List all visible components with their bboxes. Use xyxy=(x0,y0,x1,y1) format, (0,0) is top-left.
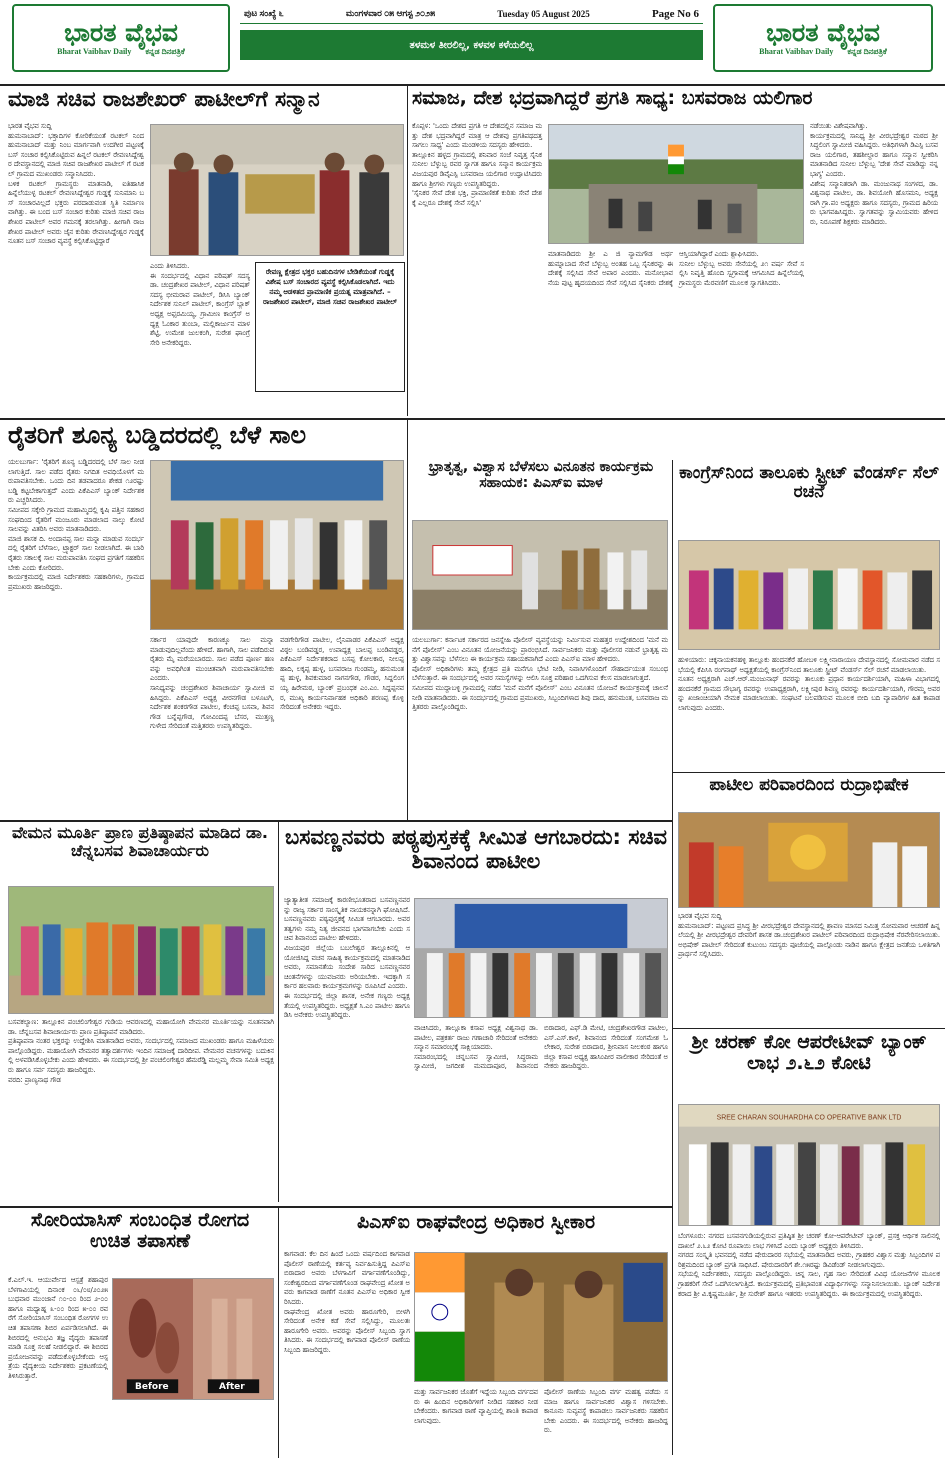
masthead-title: ಭಾರತ ವೈಭವ xyxy=(766,18,880,47)
article-a1-quote: ರೇವಣ್ಣ ಕ್ಷೇತ್ರದ ಭಕ್ತರ ಬಹುದಿನಗಳ ಬೇಡಿಕೆಯಂತೆ ಗುಡ್ಡಕ್ಕೆ ವಿಶೇಷ ಬಸ್ ಸಂಚಾರದ ವ್ಯವಸ್ಥೆ ಕಲ್ಪಿಸಿಕೊಡಲಾಗಿದೆ. ಇದು ನಮ್ಮ ಆಡಳಿತದ ಪ್ರಾಮಾಣಿಕ ಪ್ರಯತ್ನ ಮಾತ್ರವಾಗಿದೆ. – ರಾಜಶೇಖರ ಪಾಟೀಲ್, ಮಾಜಿ ಸಚಿವ ರಾಜಶೇಖರ ಪಾಟೀಲ್ xyxy=(255,262,405,392)
photo-a3-loan-distribution xyxy=(150,460,404,630)
article-a2-body-c3: ನಡೆಯಿತು ವಿಶೇಷವಾಗಿತ್ತು. ಕಾರ್ಯಕ್ರಮದಲ್ಲಿ ಸಾನಿಧ್ಯ ಶ್ರೀ ವೀರಭದ್ರೇಶ್ವರ ಮಠದ ಶ್ರೀ ಸಿದ್ಧಲಿಂಗ ಸ್ವಾಮೀಜಿ ವಹಿಸಿದ್ದರು. ಅತಿಥಿಗಳಾಗಿ ಡಿಎಸ್ಪಿ ಬಸವರಾಜ ಯಲಿಗಾರ, ತಹಶೀಲ್ದಾರ ಹಾಗೂ ಸನ್ಮಾನ ಸ್ವೀಕರಿಸಿ ಮಾತನಾಡಿದ ಸುನೀಲ ಬೆಳ್ಳುಬ್ಬ 'ದೇಶ ಸೇವೆ ಮಾಡಿದ್ದು ನನ್ನ ಭಾಗ್ಯ' ಎಂದರು. ವಿಶೇಷ ಸನ್ಮಾನಿತರಾಗಿ ಡಾ. ಮಂಜುನಾಥ ಸಂಗಳದ, ಡಾ. ವಿಶ್ವನಾಥ ಪಾಟೀಲ, ಡಾ. ಶಿವಯೋಗಿ ಹೊಸಮನಿ, ಅಧ್ಯಕ್ಷರಾಗಿ ಗ್ರಾ.ಪಂ ಅಧ್ಯಕ್ಷರು ಹಾಗೂ ಸದಸ್ಯರು, ಗ್ರಾಮದ ಹಿರಿಯರು ಭಾಗವಹಿಸಿದ್ದರು. ಸ್ವಾಗತವನ್ನು ಸ್ವಾಮಿಯವರು ಹೇಳಿದರು, ನಿರೂಪಣೆ ಶಿಕ್ಷಕರು ಮಾಡಿದರು. xyxy=(810,122,938,226)
bank-banner-text: SREE CHARAN SOUHARDHA CO OPERATIVE BANK LTD xyxy=(716,1114,902,1122)
headline-a7: ವೇಮನ ಮೂರ್ತಿ ಪ್ರಾಣ ಪ್ರತಿಷ್ಠಾಪನ ಮಾಡಿದ ಡಾ. ಚೆನ್ನಬಸವ ಶಿವಾಚಾರ್ಯರು xyxy=(12,823,268,860)
photo-a4-police-rally xyxy=(412,520,668,630)
article-a4-body: ಯಲಬುರ್ಗಾ: ಕರ್ನಾಟಕ ಸರ್ಕಾರದ ಜನಸ್ನೇಹಿ ಪೊಲೀಸ್ ವ್ಯವಸ್ಥೆಯನ್ನು ನಿರ್ಮಿಸುವ ಮಹತ್ತರ ಉದ್ದೇಶದಿಂದ 'ಮನೆ ಮನೆಗೆ ಪೊಲೀಸ್' ಎಂಬ ವಿನೂತನ ಯೋಜನೆಯನ್ನು ಪ್ರಾರಂಭಿಸಿದೆ. ಸಾರ್ವಜನಿಕರು ಮತ್ತು ಪೊಲೀಸರ ನಡುವೆ ಭ್ರಾತೃತ್ವ ಮತ್ತು ವಿಶ್ವಾಸವನ್ನು ಬೆಳೆಸಲು ಈ ಕಾರ್ಯಕ್ರಮ ಸಹಾಯಕವಾಗಿದೆ ಎಂದು ಪಿಎಸ್ಐ ಮಾಳ ಹೇಳಿದರು. ಪೊಲೀಸ್ ಅಧಿಕಾರಿಗಳು ತಮ್ಮ ಕ್ಷೇತ್ರದ ಪ್ರತಿ ಮನೆಗೂ ಭೇಟಿ ನೀಡಿ, ನಿವಾಸಿಗಳೊಂದಿಗೆ ಸೌಹಾರ್ದಯುತ ಸಂಬಂಧ ಬೆಳೆಸುತ್ತಾರೆ. ಈ ಸಂದರ್ಭದಲ್ಲಿ ಅವರ ಸಮಸ್ಯೆಗಳನ್ನು ಆಲಿಸಿ ಸೂಕ್ತ ಪರಿಹಾರ ಒದಗಿಸುವ ಕೆಲಸ ಮಾಡಲಾಗುತ್ತದೆ. ಸಮೀಪದ ಮುದ್ದಾಬಳ್ಳಿ ಗ್ರಾಮದಲ್ಲಿ ನಡೆದ 'ಮನೆ ಮನೆಗೆ ಪೊಲೀಸ್' ಎಂಬ ವಿನೂತನ ಯೋಜನೆ ಕಾರ್ಯಕ್ರಮಕ್ಕೆ ಚಾಲನೆ ನೀಡಿ ಮಾತನಾಡಿದರು. ಈ ಸಂದರ್ಭದಲ್ಲಿ ಗ್ರಾಮದ ಪ್ರಮುಖರು, ಸಿಬ್ಬಂದಿಗಳಾದ ಶಿವು ದಾದ, ಹನುಮಂತ, ಬಸವರಾಜ ಮತ್ತಿತರರು ಪಾಲ್ಗೊಂಡಿದ್ದರು. xyxy=(412,636,668,712)
photo-a1-felicitation xyxy=(150,124,404,256)
masthead-subtitle: Bharat Vaibhav Daily xyxy=(57,47,132,56)
headline-a5: ಕಾಂಗ್ರೆಸ್‌ನಿಂದ ತಾಲೂಕು ಸ್ಟ್ರೀಟ್ ವೆಂಡರ್ಸ್ ಸೆಲ್ ರಚನೆ xyxy=(679,463,939,503)
photo-a11-psi-charge xyxy=(414,1252,668,1382)
date-en: Tuesday 05 August 2025 xyxy=(497,8,590,19)
article-a3-body-left: ಯಲಬುರ್ಗಾ: 'ರೈತರಿಗೆ ಶೂನ್ಯ ಬಡ್ಡಿದರದಲ್ಲಿ ಬೆಳೆ ಸಾಲ ನೀಡಲಾಗುತ್ತಿದೆ. ಸಾಲ ಪಡೆದ ರೈತರು ನಿಗದಿತ ಅವಧಿಯೊಳಗೆ ಮರುಪಾವತಿಸಬೇಕು. ಒಂದು ದಿನ ತಡವಾದರೂ ಶೇಕಡ ೧೨ರಷ್ಟು ಬಡ್ಡಿ ಕಟ್ಟಬೇಕಾಗುತ್ತದೆ' ಎಂದು ಪಿಕೆಪಿಎಸ್ ಬ್ಯಾಂಕ್ ನಿರ್ದೇಶಕರು ಎಚ್ಚರಿಸಿದರು. ಸಮೀಪದ ಸಕ್ಕೇರಿ ಗ್ರಾಮದ ಮಹಾಮ್ಮಿದಲ್ಲಿ ಕೃಷಿ ಪತ್ತಿನ ಸಹಕಾರ ಸಂಘದಿಂದ ರೈತರಿಗೆ ಮಂಜೂರು ಮಾಡಲಾದ ನಾಲ್ಕು ಕೋಟಿ ಸಾಲವನ್ನು ವಿತರಿಸಿ ಅವರು ಮಾತನಾಡಿದರು. ಮಾಜಿ ಶಾಸಕ ದಿ. ಅಂದಾನಪ್ಪ ಸಾಲ ಮನ್ನಾ ಮಾಡುವ ಸಂದರ್ಭದಲ್ಲಿ ರೈತರಿಗೆ ಬೆಳೆಸಾಲ, ಟ್ರ್ಯಾಕ್ಟರ್ ಸಾಲ ನೀಡಲಾಗಿದೆ. ಈ ಬಾರಿ ರೈತರು ಸಕಾಲಕ್ಕೆ ಸಾಲ ಮರುಪಾವತಿಸಿ ಸಂಘದ ಪ್ರಗತಿಗೆ ಸಹಕರಿಸಬೇಕು ಎಂದು ಕೋರಿದರು. ಕಾರ್ಯಕ್ರಮದಲ್ಲಿ ಮಾಜಿ ನಿರ್ದೇಶಕರು ಸಹಕಾರಿಗಳು, ಗ್ರಾಮದ ಪ್ರಮುಖರು ಹಾಜರಿದ್ದರು. xyxy=(8,458,144,591)
headline-a9: ಶ್ರೀ ಚರಣ್ ಕೋ ಆಪರೇಟೀವ್ ಬ್ಯಾಂಕ್ ಲಾಭ ೨.೬೨ ಕೋಟಿ xyxy=(691,1031,927,1075)
column-rule xyxy=(278,1208,279,1458)
photo-a9-bank-meeting xyxy=(678,1104,940,1226)
photo-a10-before-after xyxy=(112,1278,274,1400)
masthead-title: ಭಾರತ ವೈಭವ xyxy=(64,18,178,47)
page-label-kn: ಪುಟ ಸಂಖ್ಯೆ ೬ xyxy=(244,8,284,18)
article-a3-body-mid: ಸರ್ಕಾರ ಯಾವುದೇ ಕಾರಣಕ್ಕೂ ಸಾಲ ಮನ್ನಾ ಮಾಡುವುದಿಲ್ಲವೆಂದು ಹೇಳಿದೆ. ಹಾಗಾಗಿ, ಸಾಲ ಪಡೆದಿರುವ ರೈತರು ಮೈ ಮರೆಯಬಾರದು. ಸಾಲ ಪಡೆದ ಪೂರ್ಣ ಹಣವನ್ನು ಅವಧಿಗಿಂತ ಮುಂಚಿತವಾಗಿ ಮರುಪಾವತಿಸಬೇಕು ಎಂದರು. ಸಾನಿಧ್ಯವನ್ನು ಚಂದ್ರಶೇಖರ ಶಿವಾಚಾರ್ಯ ಸ್ವಾಮೀಜಿ ವಹಿಸಿದ್ದರು. ಪಿಕೆಪಿಎಸ್ ಅಧ್ಯಕ್ಷ ವೀರನಗೌಡ ಬಳೂಟಗಿ, ನಿರ್ದೇಶಕ ಶಂಕರಗೌಡ ಪಾಟೀಲ, ಕೆಂಚಪ್ಪ ಬಸವಾ, ಶಿವನಗೌಡ ಬನ್ನೆಪ್ಪಗೌಡ, ಗೋವಿಂದಪ್ಪ ಬೆಸರ, ಮುತ್ತಣ್ಣ ಗುಳೇದ ಸೇರಿದಂತೆ ಮತ್ತಿತರರು ಉಪಸ್ಥಿತರಿದ್ದರು. xyxy=(150,636,274,731)
article-a1-body-right: ಎಂದು ತಿಳಿಸಿದರು. ಈ ಸಂದರ್ಭದಲ್ಲಿ ವಿಧಾನ ಪರಿಷತ್ ಸದಸ್ಯ ಡಾ. ಚಂದ್ರಶೇಖರ ಪಾಟೀಲ್, ವಿಧಾನ ಪರಿಷತ್ ಸದಸ್ಯ ಭೀಮರಾವ ಪಾಟೀಲ್, ಡಿಸಿಸಿ ಬ್ಯಾಂಕ್ ನಿರ್ದೇಶಕ ಸುನಿಲ್ ಪಾಟೀಲ್, ಕಾಂಗ್ರೆಸ್ ಬ್ಲಾಕ್ ಅಧ್ಯಕ್ಷ ಅಫ್ಸರಮಿಯ್ಯ, ಗ್ರಾಮೀಣ ಕಾಂಗ್ರೆಸ್ ಅಧ್ಯಕ್ಷ ಓಂಕಾರ ತುಂಬಾ, ಮಲ್ಲಿಕಾರ್ಜುನ ಮಾಳಶೆಟ್ಟಿ, ಉಮೇಶ ಜುಲಕಂಗಿ, ಸುರೇಶ ಘಾಂಗ್ರೆ ಸೇರಿ ಅನೇಕರಿದ್ದರು. xyxy=(150,262,250,347)
article-a5-body: ಹುಳಿಯಾರು: ಚಿಕ್ಕನಾಯಕನಹಳ್ಳಿ ತಾಲ್ಲೂಕು ಹಂದನಕೆರೆ ಹೋಬಳಿ ಲಕ್ಷ್ಮೀನಾರಾಯಣ ದೇವಸ್ಥಾನದಲ್ಲಿ ಸೋಮವಾರ ನಡೆದ ಸಭೆಯಲ್ಲಿ ಕೆಪಿಸಿಸಿ ರಂಗನಾಥ್ ಅಧ್ಯಕ್ಷತೆಯಲ್ಲಿ ಕಾಂಗ್ರೆಸ್‌ನಿಂದ ತಾಲೂಕು ಸ್ಟ್ರೀಟ್ ವೆಂಡರ್ಸ್ ಸೆಲ್ ರಚನೆ ಮಾಡಲಾಯಿತು. ನೂತನ ಅಧ್ಯಕ್ಷರಾಗಿ ಎಚ್.ಆರ್.ಮಂಜುನಾಥ್ ರವರನ್ನು ತಾಲೂಕು ಪ್ರಧಾನ ಕಾರ್ಯದರ್ಶಿಯಾಗಿ, ಮಹಿಳಾ ವಿಭಾಗದಲ್ಲಿ ಹಂದನಕೆರೆ ಗ್ರಾಮದ ಸೌಭಾಗ್ಯ ರವರನ್ನು ಉಪಾಧ್ಯಕ್ಷರಾಗಿ, ಲಕ್ಷ್ಮೀಪುರ ಶಿವಣ್ಣ ರವರನ್ನು ಕಾರ್ಯದರ್ಶಿಯಾಗಿ, ಗೌರಮ್ಮ ಅವರನ್ನು ಖಜಾಂಚಿಯಾಗಿ ನೇಮಕ ಮಾಡಲಾಯಿತು. ಸಂಘಟನೆ ಬಲಪಡಿಸುವ ಮೂಲಕ ಬೀದಿ ಬದಿ ವ್ಯಾಪಾರಿಗಳ ಹಿತ ಕಾಪಾಡಲಾಗುವುದು ಎಂದರು. xyxy=(678,656,940,712)
article-a8-body-right: ವಾಚಿಸಿದರು, ತಾಲ್ಲೂಕಾ ಕಸಾಪ ಅಧ್ಯಕ್ಷ ವಿಶ್ವನಾಥ ಡಾ. ಪಾಟೀಲ, ಪತ್ರಕರ್ತ ರಾಜು ಗಣಾಚಾರಿ ಸೇರಿದಂತೆ ಅನೇಕರು ಸನ್ಮಾನ ಸಮಾರಂಭಕ್ಕೆ ಸಾಕ್ಷಿಯಾದರು. ಸಮಾರಂಭದಲ್ಲಿ ಚನ್ನಬಸವ ಸ್ವಾಮೀಜಿ, ಸಿದ್ಧರಾಮ ಸ್ವಾಮೀಜಿ, ಜಗದೀಶ ಮಮದಾಪೂರ, ಶಿವಾನಂದ ಬಿರಾದಾರ, ಎಫ್.ಡಿ ಮೇಟಿ, ಚಂದ್ರಶೇಖರಗೌಡ ಪಾಟೀಲ, ಎಸ್.ಎಸ್.ಕಾಳೆ, ಶಿವಾನಂದ ಸೇರಿದಂತೆ ಸಂಗಮೇಶ ಓಲೇಕಾರ, ಸುರೇಶ ಬಿರಾದಾರ, ಶ್ರೀನಿವಾಸ ನೀಲಕಂಠ ಹಾಗೂ ಜಿಲ್ಲಾ ಕಸಾಪ ಅಧ್ಯಕ್ಷ ಹಾಸಿಂಪೀರ ವಾಲೀಕಾರ ಸೇರಿದಂತೆ ಅನೇಕರು ಹಾಜರಿದ್ದರು. xyxy=(414,1024,668,1071)
masthead-kannada-sub: ಕನ್ನಡ ದಿನಪತ್ರಿಕೆ xyxy=(145,47,185,56)
column-rule xyxy=(407,420,408,820)
article-a7-body: ಬಸವಕಲ್ಯಾಣ: ತಾಲ್ಲೂಕಿನ ಪಂಚಲಿಂಗೇಶ್ವರ ಗುಡಿಯ ಆವರಣದಲ್ಲಿ ಮಹಾಯೋಗಿ ವೇಮನರ ಮೂರ್ತಿಯನ್ನು ನೂತನವಾಗಿ ಡಾ. ಚೆನ್ನಬಸವ ಶಿವಾಚಾರ್ಯರು ಪ್ರಾಣ ಪ್ರತಿಷ್ಠಾಪನೆ ಮಾಡಿದರು. ಪ್ರತಿಷ್ಠಾಪನಾ ನಂತರ ಭಕ್ತರನ್ನು ಉದ್ದೇಶಿಸಿ ಮಾತನಾಡಿದ ಅವರು, ಸಂದರ್ಭದಲ್ಲಿ ಸಮಾಜದ ಮುಖಂಡರು ಹಾಗೂ ಮಹಿಳೆಯರು ಪಾಲ್ಗೊಂಡಿದ್ದರು. ಮಹಾಯೋಗಿ ವೇಮನರ ತತ್ವಾದರ್ಶಗಳು ಇಂದಿನ ಸಮಾಜಕ್ಕೆ ದಾರಿದೀಪ. ವೇಮನರ ವಚನಗಳನ್ನು ಬದುಕಿನಲ್ಲಿ ಅಳವಡಿಸಿಕೊಳ್ಳಬೇಕು ಎಂದು ಹೇಳಿದರು. ಈ ಸಂದರ್ಭದಲ್ಲಿ ಶ್ರೀ ಪಂಚಲಿಂಗೇಶ್ವರ ಹೆಮರೆಡ್ಡಿ ಮಲ್ಲಮ್ಮ ಸೇವಾ ಸಮಿತಿ ಅಧ್ಯಕ್ಷರು ಹಾಗೂ ಸರ್ವ ಸದಸ್ಯರು ಹಾಜರಿದ್ದರು. ವರದಿ: ಪ್ರಾಣ್ಯನಾಥ ಗೌಡ xyxy=(8,1018,274,1084)
article-a1-body-left: ಭಾರತ ವೈಭವ ಸುದ್ದಿ ಹುಮನಾಬಾದ್: ಭಕ್ತಾದಿಗಳ ಕೋರಿಕೆಯಂತೆ ರಟಕಲ್ ನಿಂದ ಹುಮನಾಬಾದ್ ಮತ್ತು ನಿಂಬ ಮಾರ್ಗವಾಗಿ ಉದಗೀರ ಪಟ್ಟಣಕ್ಕೆ ಬಸ್ ಸಂಚಾರ ಕಲ್ಪಿಸಿಕೊಟ್ಟಿರುವ ಹಿನ್ನಲೆ ರಟಕಲ್ ರೇವಣಸಿದ್ದೇಶ್ವರ ದೇವಸ್ಥಾನದಲ್ಲಿ ಮಾಜಿ ಸಚಿವ ರಾಜಶೇಖರ ಪಾಟೀಲ್ ಗೆ ರಟಕಲ್ ಗ್ರಾಮದ ಮುಖಂಡರು ಸನ್ಮಾನಿಸಿದರು. ಬಳಿಕ ರಟಕಲ್ ಗ್ರಾಮಸ್ಥರು ಮಾತನಾಡಿ, ಐತಿಹಾಸಿಕ ಹಿನ್ನೆಲೆಯುಳ್ಳ ರಟಕಲ್ ರೇವಣಸಿದ್ದೇಶ್ವರ ಗುಡ್ಡಕ್ಕೆ ಸುನಿಮಾನಿ ಬಸ್ ಸಂಚಾರವಿಲ್ಲದೆ ಭಕ್ತರು ಪರದಾಡುವಂತ ಸ್ಥಿತಿ ನಿರ್ಮಾಣವಾಗಿತ್ತು. ಈ ಬಂದ ಬಸ್ ಸಂಚಾರ ಕುರಿತು ಮಾಜಿ ಸಚಿವ ರಾಜಶೇಖರ ಪಾಟೀಲ್ ಅವರ ಗಮನಕ್ಕೆ ತರಲಾಗಿತ್ತು. ಹೀಗಾಗಿ ರಾಜಶೇಖರ ಪಾಟೀಲ್ ಅವರು ಜೈನ ಕುರಿತು ರೇವಣಸಿದ್ದೇಶ್ವರ ಗುಡ್ಡಕ್ಕೆ ನೂತನ ಬಸ್ ಸಂಚಾರ ವ್ಯವಸ್ಥೆ ಕಲ್ಪಿಸಿಕೊಟ್ಟಿದ್ದಾರೆ xyxy=(8,122,144,246)
article-a11-body-left: ಕಾಗವಾಡ: ಕೆಲ ದಿನ ಹಿಂದೆ ಒಂದು ವರ್ಷದಿಂದ ಕಾಗವಾಡ ಪೊಲೀಸ್ ಠಾಣೆಯಲ್ಲಿ ಕರ್ತವ್ಯ ನಿರ್ವಹಿಸುತ್ತಿದ್ದ ಪಿಎಸ್ಐ ಬಿರಾದಾರ ಅವರು ಬೆಳಗಾವಿಗೆ ವರ್ಗಾವಣೆಗೊಂಡಿದ್ದು, ಸಂಕೇಶ್ವರದಿಂದ ವರ್ಗಾವಣೆಗೊಂಡ ರಾಘವೇಂದ್ರ ಖೋತ ಅವರು ಕಾಗವಾಡ ಠಾಣೆಗೆ ನೂತನ ಪಿಎಸ್ಐ ಅಧಿಕಾರ ಸ್ವೀಕರಿಸಿದರು. ರಾಘವೇಂದ್ರ ಖೋತ ಅವರು ಹಾರೂಗೇರಿ, ಬೀಳಗಿ ಸೇರಿದಂತೆ ಅನೇಕ ಕಡೆ ಸೇವೆ ಸಲ್ಲಿಸಿದ್ದು, ಮೂಲತಃ ಹಾರೂಗೇರಿ ಅವರು. ಅವರನ್ನು ಪೊಲೀಸ್ ಸಿಬ್ಬಂದಿ ಸ್ವಾಗತಿಸಿದರು. ಈ ಸಂದರ್ಭದಲ್ಲಿ ಕಾಗವಾಡ ಪೊಲೀಸ್ ಠಾಣೆಯ ಸಿಬ್ಬಂದಿ ಹಾಜರಿದ್ದರು. xyxy=(284,1250,410,1354)
headline-a11: ಪಿಎಸ್ಐ ರಾಘವೇಂದ್ರ ಅಧಿಕಾರ ಸ್ವೀಕಾರ xyxy=(356,1211,596,1233)
masthead-right xyxy=(713,4,933,72)
right-column-rule xyxy=(672,460,673,1455)
article-a11-body-mid: ಮತ್ತು ಸಾರ್ವಜನಿಕರ ಜೊತೆಗೆ ಇದ್ದೆಯ ಸಿಬ್ಬಂದಿ ವರ್ಗದವರು ಈ ಹಿಂದಿನ ಅಧಿಕಾರಿಗಳಿಗೆ ನೀಡಿದ ಸಹಕಾರ ನೀಡಬೇಕೆಂದರು. ಕಾಗವಾಡ ಠಾಣೆ ವ್ಯಾಪ್ತಿಯಲ್ಲಿ ಶಾಂತಿ ಕಾಪಾಡಲಾಗುವುದು. xyxy=(414,1388,538,1425)
date-kn: ಮಂಗಳವಾರ ೦೫ ಆಗಸ್ಟ ೨೦೨೫ xyxy=(345,8,436,18)
headline-a2: ಸಮಾಜ, ದೇಶ ಭದ್ರವಾಗಿದ್ದರೆ ಪ್ರಗತಿ ಸಾಧ್ಯ: ಬಸವರಾಜ ಯಲಿಗಾರ xyxy=(412,87,813,109)
article-a11-body-right: ಪೊಲೀಸ್ ಠಾಣೆಯ ಸಿಬ್ಬಂದಿ ವರ್ಗ ಮಹತ್ವ ಪಡೆದು ಸಮಾಜ ಹಾಗೂ ಸಾರ್ವಜನಿಕರ ವಿಶ್ವಾಸ ಗಳಿಸಬೇಕು. ಕಾನೂನು ಸುವ್ಯವಸ್ಥೆ ಕಾಪಾಡಲು ಸಾರ್ವಜನಿಕರು ಸಹಕರಿಸಬೇಕು ಎಂದರು. ಈ ಸಂದರ್ಭದಲ್ಲಿ ಅನೇಕರು ಹಾಜರಿದ್ದರು. xyxy=(544,1388,671,1435)
headline-a6: ಪಾಟೀಲ ಪರಿವಾರದಿಂದ ರುದ್ರಾಭಿಷೇಕ xyxy=(709,775,909,795)
photo-a5-vendors-meeting xyxy=(678,540,940,650)
row3-rule xyxy=(0,820,672,822)
masthead-kannada-sub: ಕನ್ನಡ ದಿನಪತ್ರಿಕೆ xyxy=(847,47,887,56)
photo-a8-book-release xyxy=(414,898,668,1018)
article-a8-body-left: ಜ್ಯಾತ್ಯಾತೀತ ಸಮಾಜಕ್ಕೆ ಕಾರಣೀಭೂತರಾದ ಬಸವಣ್ಣನವರನ್ನು ರಾಜ್ಯ ಸರ್ಕಾರ ಸಾಂಸ್ಕೃತಿಕ ನಾಯಕನನ್ನಾಗಿ ಘೋಷಿಸಿದೆ. ಬಸವಣ್ಣನವರು ಪಠ್ಯಪುಸ್ತಕಕ್ಕೆ ಸೀಮಿತ ಆಗಬಾರದು. ಅವರ ತತ್ವಗಳು ನಮ್ಮ ನಿತ್ಯ ಜೀವನದ ಭಾಗವಾಗಬೇಕು ಎಂದು ಸಚಿವ ಶಿವಾನಂದ ಪಾಟೀಲ ಹೇಳಿದರು. ವಿಜಯಪುರ ಜಿಲ್ಲೆಯ ಬಬಲೇಶ್ವರ ತಾಲ್ಲೂಕಿನಲ್ಲಿ ಆಯೋಜಿಸಿದ್ದ ವಚನ ಸಾಹಿತ್ಯ ಕಾರ್ಯಕ್ರಮದಲ್ಲಿ ಮಾತನಾಡಿದ ಅವರು, ಸಮಾನತೆಯ ಸಂದೇಶ ಸಾರಿದ ಬಸವಣ್ಣನವರ ಚಿಂತನೆಗಳನ್ನು ಯುವಜನರು ಅರಿಯಬೇಕು. ಇದಕ್ಕಾಗಿ ಸರ್ಕಾರ ಹಲವಾರು ಕಾರ್ಯಕ್ರಮಗಳನ್ನು ರೂಪಿಸಿದೆ ಎಂದರು. ಈ ಸಂದರ್ಭದಲ್ಲಿ ಜಿಲ್ಲಾ ಶಾಸಕ, ಅನೇಕ ಗಣ್ಯರು ಅಧ್ಯಕ್ಷತೆಯಲ್ಲಿ ಉಪಸ್ಥಿತರಿದ್ದರು. ಅಧ್ಯಕ್ಷತೆ ಸಿ.ಎಂ ಪಾಟೀಲ ಹಾಗೂ ಡಿಸಿ ಅನೇಕರು ಉಪಸ್ಥಿತರಿದ್ದರು. xyxy=(284,896,410,1020)
headline-a3: ರೈತರಿಗೆ ಶೂನ್ಯ ಬಡ್ಡಿದರದಲ್ಲಿ ಬೆಳೆ ಸಾಲ xyxy=(8,421,307,449)
after-label: After xyxy=(219,1382,245,1392)
article-a2-body-c1: ಕೊಪ್ಪಳ: 'ಒಂದು ದೇಶದ ಪ್ರಗತಿ ಆ ದೇಶದಲ್ಲಿನ ಸಮಾಜ ಮತ್ತು ದೇಶ ಭದ್ರವಾಗಿದ್ದರೆ ಮಾತ್ರ ಆ ದೇಶವು ಪ್ರಗತಿಪಥದತ್ತ ಸಾಗಲು ಸಾಧ್ಯ' ಎಂದು ಮಂಡಳಿಯ ಸದಸ್ಯರು ಹೇಳಿದರು. ತಾಲ್ಲೂಕಿನ ಹಳ್ಳದ ಗ್ರಾಮದಲ್ಲಿ ಶನಿವಾರ ಸಂಜೆ ನಿವೃತ್ತ ಸೈನಿಕ ಸುನೀಲ ಬೆಳ್ಳುಬ್ಬ ರವರ ಸ್ವಾಗತ ಹಾಗೂ ಸನ್ಮಾನ ಕಾರ್ಯಕ್ರಮ ವಿಜಯಪುರ ಡಿವೈಎಸ್ಪಿ ಬಸವರಾಜ ಯಲಿಗಾರ ಉದ್ಘಾಟಿಸಿದರು ಹಾಗೂ ಶ್ರೀಗಳು ಗಣ್ಯರು ಉಪಸ್ಥಿತರಿದ್ದರು. 'ಸೈನಿಕರ ಸೇವೆ ದೇಶ ಭಕ್ತಿ, ಪ್ರಾಮಾಣಿಕತೆ ಕುರಿತು ಸೇವೆ ದೇಶಕ್ಕೆ ಎಲ್ಲರೂ ದೇಶಕ್ಕೆ ಸೇವೆ ಸಲ್ಲಿಸಿ' xyxy=(412,122,542,207)
page-number: Page No 6 xyxy=(651,7,699,20)
before-label: Before xyxy=(135,1382,169,1392)
headline-a8: ಬಸವಣ್ಣನವರು ಪಠ್ಯಪುಸ್ತಕಕ್ಕೆ ಸೀಮಿತ ಆಗಬಾರದು: ಸಚಿವ ಶಿವಾನಂದ ಪಾಟೀಲ xyxy=(285,825,667,873)
article-a2-body-c2: ಮಾತನಾಡಿದರು ಶ್ರೀ ಎ ಜಿ ನ್ಯಾಮಗೌಡ ಅರ್ಥ ಹುಮ್ನಾಬಾದ ಸೇವೆ ಬೆಳ್ಳುಬ್ಬ ಅಂತಹ ಒಬ್ಬ ಸೈನಿಕರನ್ನು ಈ ದೇಶಕ್ಕೆ ಸಲ್ಲಿಸಿದ ಸೇವೆ ಅಪಾರ ಎಂದರು. ಮನೋಭಾವನೆಯ ಪುಟ್ಟ ಹೃದಯದಿಂದ ಸೇವೆ ಸಲ್ಲಿಸಿದ ಸೈನಿಕರು ದೇಶಕ್ಕೆ ಆಸ್ತಿಯಾಗಿದ್ದಾರೆ ಎಂದು ಶ್ಲಾಘಿಸಿದರು. ಸುನೀಲ ಬೆಳ್ಳುಬ್ಬ ಅವರು ಸೇನೆಯಲ್ಲಿ ೨೧ ವರ್ಷ ಸೇವೆ ಸಲ್ಲಿಸಿ ನಿವೃತ್ತಿ ಹೊಂದಿ ಸ್ವಗ್ರಾಮಕ್ಕೆ ಆಗಮಿಸಿದ ಹಿನ್ನೆಲೆಯಲ್ಲಿ ಗ್ರಾಮಸ್ಥರು ಮೆರವಣಿಗೆ ಮೂಲಕ ಸ್ವಾಗತಿಸಿದರು. xyxy=(548,250,804,287)
article-a6-body: ಭಾರತ ವೈಭವ ಸುದ್ದಿ ಹುಮನಾಬಾದ್: ಪಟ್ಟಣದ ಪ್ರಸಿದ್ಧ ಶ್ರೀ ವೀರಭದ್ರೇಶ್ವರ ದೇವಸ್ಥಾನದಲ್ಲಿ ಶ್ರಾವಣ ಮಾಸದ ನಿಮಿತ್ತ ಸೋಮವಾರ ಆಚರಣೆ ಹಿನ್ನಲೆಯಲ್ಲಿ ಶ್ರೀ ವೀರಭದ್ರೇಶ್ವರ ದೇವರಿಗೆ ಶಾಸಕ ಡಾ.ಚಂದ್ರಶೇಖರ ಪಾಟೀಲ್ ಪರಿವಾರದಿಂದ ರುದ್ರಾಭಿಷೇಕ ನೆರವೇರಿಸಲಾಯಿತು. ಅಭಿಷೇಕ್ ಪಾಟೀಲ್ ಸೇರಿದಂತೆ ಕುಟುಂಬ ಸದಸ್ಯರು ಪೂಜೆಯಲ್ಲಿ ಪಾಲ್ಗೊಂಡು ನಾಡಿನ ಹಾಗೂ ಕ್ಷೇತ್ರದ ಜನತೆಯ ಒಳಿತಿಗಾಗಿ ಪ್ರಾರ್ಥನೆ ಸಲ್ಲಿಸಿದರು. xyxy=(678,912,940,959)
top-rule xyxy=(0,84,945,86)
row4-rule xyxy=(0,1206,672,1208)
photo-a6-rudrabhisheka xyxy=(678,812,940,908)
headline-a1: ಮಾಜಿ ಸಚಿವ ರಾಜಶೇಖರ್ ಪಾಟೀಲ್‌ಗೆ ಸನ್ಮಾನ xyxy=(8,87,320,111)
section-rule xyxy=(672,1028,945,1029)
masthead-subtitle: Bharat Vaibhav Daily xyxy=(759,47,834,56)
section-rule xyxy=(672,772,945,773)
masthead-center xyxy=(240,4,703,72)
photo-a7-vemana-idol xyxy=(8,886,274,1014)
tagline: ತಳಮಳ ತೀರಲಿಲ್ಲ, ಕಳವಳ ಕಳೆಯಲಿಲ್ಲ xyxy=(409,39,534,51)
headline-a4: ಭ್ರಾತೃತ್ವ, ವಿಶ್ವಾಸ ಬೆಳೆಸಲು ವಿನೂತನ ಕಾರ್ಯಕ್ರಮ ಸಹಾಯಕ: ಪಿಎಸ್ಐ ಮಾಳ xyxy=(428,459,654,491)
tagline-band xyxy=(240,30,703,60)
row2-rule xyxy=(0,418,945,420)
column-rule xyxy=(407,86,408,416)
article-a9-body: ಬೆಂಗಳೂರು: ನಗರದ ಬಸವನಗುಡಿಯಲ್ಲಿರುವ ಪ್ರತಿಷ್ಠಿತ ಶ್ರೀ ಚರಣ್ ಕೋ-ಆಪರೇಟೀವ್ ಬ್ಯಾಂಕ್, ಪ್ರಸಕ್ತ ಆರ್ಥಿಕ ಸಾಲಿನಲ್ಲಿ ದಾಖಲೆ ೨.೬೨ ಕೋಟಿ ರೂಪಾಯಿ ಲಾಭ ಗಳಿಸಿದೆ ಎಂದು ಬ್ಯಾಂಕ್ ಅಧ್ಯಕ್ಷರು ತಿಳಿಸಿದರು. ನಗರದ ಸಂಸ್ಕೃತಿ ಭವನದಲ್ಲಿ ನಡೆದ ಷೇರುದಾರರ ಸಭೆಯಲ್ಲಿ ಮಾತನಾಡಿದ ಅವರು, ಗ್ರಾಹಕರ ವಿಶ್ವಾಸ ಮತ್ತು ಸಿಬ್ಬಂದಿಗಳ ಪರಿಶ್ರಮದಿಂದ ಬ್ಯಾಂಕ್ ಪ್ರಗತಿ ಸಾಧಿಸಿದೆ. ಷೇರುದಾರರಿಗೆ ಶೇ.೧೫ರಷ್ಟು ಡಿವಿಡೆಂಡ್ ನೀಡಲಾಗುವುದು. ಸಭೆಯಲ್ಲಿ ನಿರ್ದೇಶಕರು, ಸದಸ್ಯರು ಪಾಲ್ಗೊಂಡಿದ್ದರು. ಚಿನ್ನ ಸಾಲ, ಗೃಹ ಸಾಲ ಸೇರಿದಂತೆ ವಿವಿಧ ಯೋಜನೆಗಳ ಮೂಲಕ ಗ್ರಾಹಕರಿಗೆ ಸೇವೆ ಒದಗಿಸಲಾಗುತ್ತಿದೆ. ಕಾರ್ಯಕ್ರಮದಲ್ಲಿ ಪ್ರತಿಭಾವಂತ ವಿದ್ಯಾರ್ಥಿಗಳನ್ನು ಸನ್ಮಾನಿಸಲಾಯಿತು. ಬ್ಯಾಂಕ್ ನಿರ್ದೇಶಕರಾದ ಶ್ರೀ ವಿ.ಕೃಷ್ಣಮೂರ್ತಿ, ಶ್ರೀ ಸುರೇಶ್ ಹಾಗೂ ಇತರರು ಉಪಸ್ಥಿತರಿದ್ದರು. ಈ ಕಾರ್ಯಕ್ರಮದಲ್ಲಿ ಉಪಸ್ಥಿತರಿದ್ದರು. xyxy=(678,1232,940,1298)
photo-a2-procession xyxy=(548,124,804,244)
masthead-left xyxy=(12,4,230,72)
headline-a10: ಸೋರಿಯಾಸಿಸ್ ಸಂಬಂಧಿತ ರೋಗದ ಉಚಿತ ತಪಾಸಣೆ xyxy=(30,1209,250,1253)
article-a10-body-top: ಕೆ.ಎಲ್.ಇ. ಆಯುರ್ವೇದ ಆಸ್ಪತ್ರೆ ಶಹಾಪುರ ಬೆಳಗಾವಿಯಲ್ಲಿ ದಿನಾಂಕ ೦೬/೦೮/೨೦೨೫ ಬುಧವಾರ ಮುಂಜಾನೆ ೧೦-೦೦ ರಿಂದ ೨-೦೦ ಹಾಗೂ ಮಧ್ಯಾಹ್ನ ೩-೦೦ ರಿಂದ ೫-೦೦ ರವರೆಗೆ ಸೋರಿಯಾಸಿಸ್ ಸಂಬಂಧಿತ ರೋಗಗಳ ಉಚಿತ ತಪಾಸಣಾ ಶಿಬಿರ ಏರ್ಪಡಿಸಲಾಗಿದೆ. ಈ ಶಿಬಿರದಲ್ಲಿ ಅನುಭವಿ ತಜ್ಞ ವೈದ್ಯರು ತಪಾಸಣೆ ಮಾಡಿ ಸೂಕ್ತ ಸಲಹೆ ನೀಡಲಿದ್ದಾರೆ. ಈ ಶಿಬಿರದ ಪ್ರಯೋಜನವನ್ನು ಪಡೆದುಕೊಳ್ಳಬೇಕೆಂದು ಆಸ್ಪತ್ರೆಯ ವೈದ್ಯಕೀಯ ನಿರ್ದೇಶಕರು ಪ್ರಕಟಣೆಯಲ್ಲಿ ತಿಳಿಸಿರುತ್ತಾರೆ. xyxy=(8,1276,111,1380)
column-rule xyxy=(278,822,279,1202)
article-a3-body-right: ವಡಗೇರಿಗೌಡ ಪಾಟೀಲ, ಲೈನಿಪಾಡರ ಪಿಕೆಪಿಎಸ್ ಅಧ್ಯಕ್ಷ ವಿಠ್ಠಲ ಬಂಡಿವಡ್ಡರ, ಉಪಾಧ್ಯಕ್ಷ ಬಾಲಪ್ಪ ಬಂಡಿವಡ್ಡರ, ಪಿಕೆಪಿಎಸ್ ನಿರ್ದೇಶಕರಾದ ಬಸಪ್ಪ ಕೋಲಕಾರ, ನೀಲಪ್ಪ ಹಾದಿ, ಲಕ್ಕಪ್ಪ ಹುಳ್ಳ, ಬಸವರಾಜ ಗುಂಡಮ್ಮ, ಹನುಮಂತಪ್ಪ ಹುಳ್ಳ, ಶಿವಕುಮಾರ ನಾಗನಗೌಡ, ಗೌಡರ, ಸಿದ್ದಲಿಂಗಯ್ಯ ಹಿರೇಮಠ, ಬ್ಯಾಂಕ್ ಪ್ರಬಂಧಕ ಎಂ.ಎಂ. ಸಿದ್ದಪ್ಪನವರ, ಮುಖ್ಯ ಕಾರ್ಯನಿರ್ವಾಹಕ ಅಧಿಕಾರಿ ಶರಣಪ್ಪ ಕೊಳ್ಳಿ ಸೇರಿದಂತೆ ಅನೇಕರು ಇದ್ದರು. xyxy=(280,636,407,712)
